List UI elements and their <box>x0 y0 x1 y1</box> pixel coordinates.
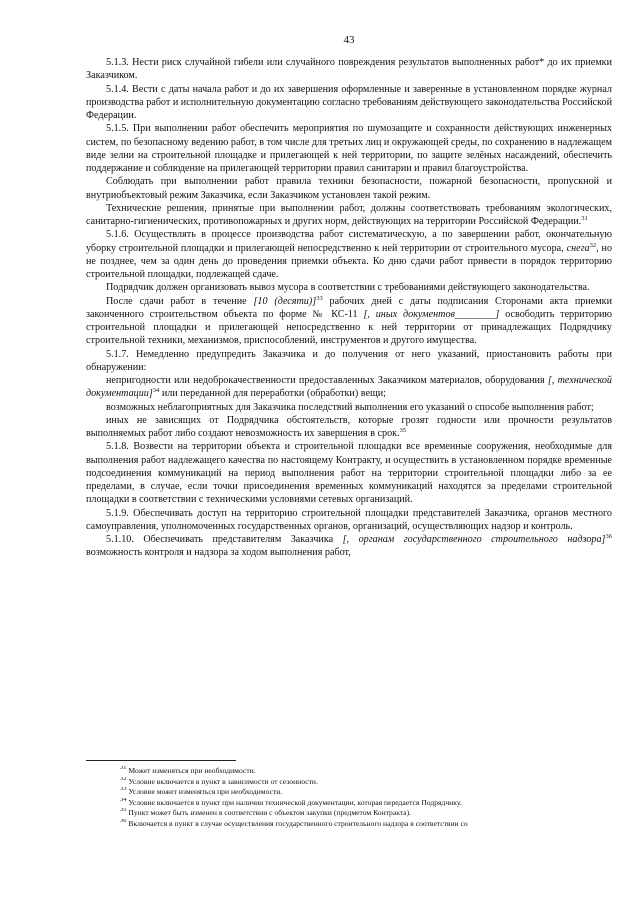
footnote-number: 33 <box>120 787 127 793</box>
footnote <box>86 787 612 798</box>
paragraph-text: рабочих дней с даты подписания Сторонами акта приемки законченного строительством объекта по форме № КС-11 <box>86 295 612 320</box>
italic-text: [, иных документов________] <box>363 308 500 320</box>
paragraph <box>86 414 612 441</box>
body-text <box>86 56 612 560</box>
footnote-text: Условие может изменяться при необходимости. <box>126 787 283 797</box>
footnote-text: Включается в пункт в случае осуществления государственного строительного надзора в соответствии со <box>126 818 468 828</box>
footnote-ref: 34 <box>152 387 160 395</box>
footnote-text: Условие включается в пункт в зависимости от сезонности. <box>126 776 318 786</box>
paragraph-text: 5.1.8. Возвести на территории объекта и строительной площадки все временные сооружения, необходимые для выполнения работ надлежащего качества по настоящему Контракту, и осуществить в установленном порядке временные подсоединения коммуникаций на период выполнения работ на территории строительной площадки либо за ее пределами, в случае, если точки присоединения временных коммуникаций находятся за пределами строительной площадки в соответствии с техническими условиями сетевых организаций. <box>86 441 612 506</box>
paragraph-text: 5.1.10. Обеспечивать представителям Заказчика <box>106 534 343 545</box>
paragraph <box>86 295 612 348</box>
footnote-number: 34 <box>120 797 127 803</box>
footnote <box>86 808 612 819</box>
paragraph <box>86 281 612 294</box>
paragraph <box>86 401 612 414</box>
footnote-text: Пункт может быть изменен в соответствии с объектом закупки (предметом Контракта). <box>126 808 412 818</box>
footnote-number: 36 <box>120 818 127 824</box>
paragraph-text: 5.1.5. При выполнении работ обеспечить мероприятия по шумозащите и сохранности действующих инженерных систем, по безопасному ведению работ, в том числе для третьих лиц и окружающей среды, по сохранению в надлежащем виде зелни на строительной площадке и прилегающей к ней территории, по защите зелёных насаждений, обеспечить поддержание и соблюдение на прилегающей территории правил санитарии и правил благоустройства. <box>86 123 612 174</box>
page-number: 43 <box>343 34 355 46</box>
paragraph <box>86 122 612 175</box>
footnote-number: 31 <box>120 766 127 771</box>
paragraph-text: 5.1.7. Немедленно предупредить Заказчика и до получения от него указаний, приостановить работы при обнаружении: <box>86 348 612 373</box>
paragraph <box>86 507 612 534</box>
paragraph <box>86 348 612 375</box>
italic-text: [, органам государственного строительного надзора] <box>342 534 606 545</box>
footnote <box>86 777 612 788</box>
footnote-number: 35 <box>120 808 127 814</box>
footnote-separator <box>86 760 236 761</box>
paragraph <box>86 374 612 401</box>
paragraph <box>86 83 612 123</box>
footnote-ref: 31 <box>581 215 588 222</box>
paragraph-text: иных не зависящих от Подрядчика обстоятельств, которые грозят годности или прочности результатов выполняемых работ либо создают невозможность их завершения в срок. <box>86 414 612 439</box>
paragraph-text: непригодности или недоброкачественности предоставленных Заказчиком материалов, оборудования <box>106 375 548 386</box>
paragraph <box>86 228 612 281</box>
footnote <box>86 766 612 777</box>
paragraph-text: 5.1.4. Вести с даты начала работ и до их завершения оформленные и заверенные в установленном порядке журнал производства работ и исполнительную документацию согласно требованиям действующего законодательства Российской Федерации. <box>86 83 612 121</box>
paragraph-text: 5.1.3. Нести риск случайной гибели или случайного повреждения результатов выполненных работ* до их приемки Заказчиком. <box>86 57 612 82</box>
paragraph <box>86 202 612 229</box>
footnote-ref: 32 <box>589 241 597 249</box>
paragraph <box>86 175 612 202</box>
footnotes <box>86 766 612 830</box>
paragraph-text: 5.1.6. Осуществлять в процессе производства работ систематическую, а по завершении работ, окончательную уборку строительной площадки и прилегающей непосредственно к ней территории от строительного мусора, <box>86 229 612 254</box>
footnote-ref: 33 <box>316 294 323 302</box>
italic-text: снега <box>566 242 590 254</box>
footnote-ref: 36 <box>605 533 612 540</box>
document-page <box>86 34 612 560</box>
italic-text: [, технической документации] <box>86 375 612 400</box>
paragraph-text: возможных неблагоприятных для Заказчика последствий выполнения его указаний о способе выполнения работ; <box>106 401 594 413</box>
paragraph-text: Соблюдать при выполнении работ правила техники безопасности, пожарной безопасности, пропускной и внутриобъектовый режим Заказчика, если Заказчиком установлен такой режим. <box>86 176 612 201</box>
footnote-text: Может изменяться при необходимости. <box>126 766 256 775</box>
paragraph-text: 5.1.9. Обеспечивать доступ на территорию строительной площадки представителей Заказчика, органов местного самоуправления, уполномоченных государственных органов, организаций, осуществляющих надзор и контроль. <box>86 507 612 532</box>
paragraph <box>86 440 612 506</box>
footnote <box>86 819 612 830</box>
paragraph <box>86 533 612 560</box>
footnote-text: Условие включается в пункт при наличии технической документации, которая передается Подрядчику. <box>126 797 462 807</box>
footnote-number: 32 <box>120 776 127 782</box>
paragraph-text: Подрядчик должен организовать вывоз мусора в соответствии с требованиями действующего законодательства. <box>106 282 590 294</box>
paragraph-text: Технические решения, принятые при выполнении работ, должны соответствовать требованиям экологических, санитарно-гигиенических, противопожарных и других норм, действующих на территории Российской Федерации. <box>86 202 612 227</box>
paragraph-text: возможность контроля и надзора за ходом выполнения работ, <box>86 547 351 559</box>
paragraph-text: или переданной для переработки (обработки) вещи; <box>159 388 386 400</box>
paragraph <box>86 56 612 83</box>
footnote <box>86 798 612 809</box>
paragraph-text: освободить территорию строительной площадки и прилегающей непосредственно к ней территории от принадлежащих Подрядчику строительной техники, механизмов, приспособлений, инструментов и другого имущества. <box>86 308 613 347</box>
paragraph-text: После сдачи работ в течение <box>106 295 254 307</box>
footnote-ref: 35 <box>399 427 407 434</box>
italic-text: [10 (десяти)] <box>253 295 317 307</box>
paragraph-text: , но не позднее, чем за один день до проведения приемки объекта. Ко дню сдачи работ привести в порядок территорию строительной площадки, подлежащей сдаче. <box>86 242 613 280</box>
